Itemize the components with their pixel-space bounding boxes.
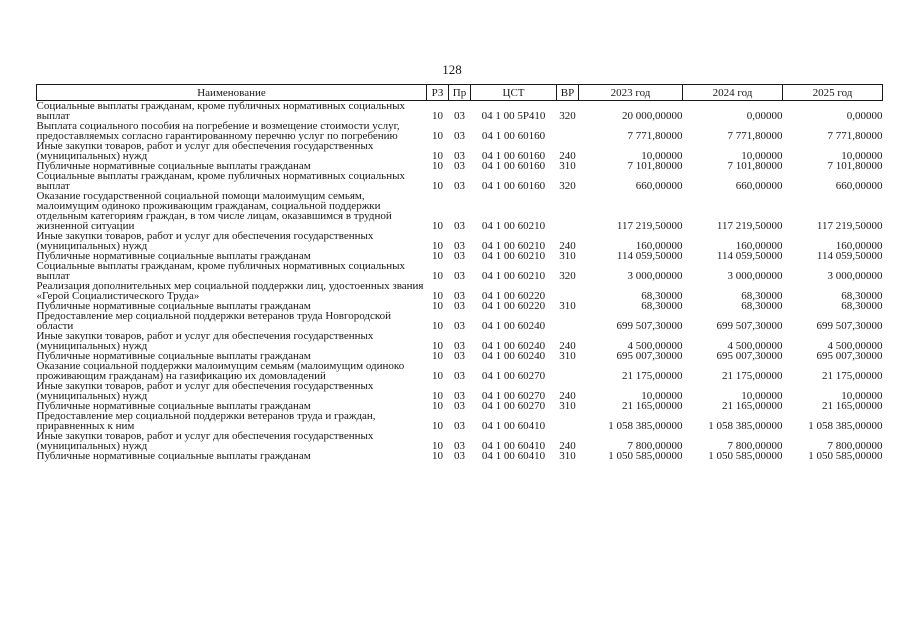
row-pr-cell: 03 <box>454 450 465 462</box>
table-row <box>37 121 883 141</box>
row-2023-value: 7 771,80000 <box>627 130 683 142</box>
row-2024-value: 3 000,00000 <box>727 270 783 282</box>
table-header-row <box>37 85 883 101</box>
row-pr-cell: 03 <box>454 240 465 252</box>
row-vr-cell <box>557 411 579 431</box>
row-name-cell: Оказание социальной поддержки малоимущим семьям (малоимущим одиноко проживающим гражданам) на газификацию их домовладений <box>36 360 405 382</box>
row-2024-value: 21 165,00000 <box>722 400 783 412</box>
row-2025-value: 7 771,80000 <box>827 130 883 142</box>
row-vr-cell: 310 <box>559 400 576 412</box>
table-row <box>37 361 883 381</box>
row-cst-cell: 04 1 00 60240 <box>481 350 546 362</box>
table-row <box>37 141 883 161</box>
row-2024-value: 10,00000 <box>741 390 783 402</box>
row-cst-cell: 04 1 00 60160 <box>481 130 546 142</box>
table-row <box>37 431 883 451</box>
row-name-cell: Предоставление мер социальной поддержки ветеранов труда и граждан, приравненных к ним <box>36 410 376 432</box>
row-vr-cell <box>557 191 579 231</box>
row-pr-cell: 03 <box>454 420 465 432</box>
header-cst: ЦСТ <box>471 85 557 101</box>
row-pr-cell: 03 <box>454 130 465 142</box>
row-2023-value: 68,30000 <box>641 290 683 302</box>
row-cst-cell: 04 1 00 60410 <box>481 420 546 432</box>
header-2023: 2023 год <box>579 85 683 101</box>
row-name-cell: Иные закупки товаров, работ и услуг для обеспечения государственных (муниципальных) нужд <box>36 230 374 252</box>
row-vr-cell <box>557 311 579 331</box>
row-pr-cell: 03 <box>454 250 465 262</box>
row-2025-value: 699 507,30000 <box>816 320 883 332</box>
row-2023-value: 21 175,00000 <box>622 370 683 382</box>
table-body <box>37 101 883 462</box>
row-pr-cell: 03 <box>454 300 465 312</box>
row-vr-cell: 320 <box>559 270 576 282</box>
row-cst-cell: 04 1 00 60160 <box>481 160 546 172</box>
row-2024-value: 699 507,30000 <box>716 320 783 332</box>
row-rz-cell: 10 <box>432 240 443 252</box>
row-cst-cell: 04 1 00 60210 <box>481 220 546 232</box>
row-2024-value: 7 771,80000 <box>727 130 783 142</box>
row-2025-value: 117 219,50000 <box>816 220 883 232</box>
row-name-cell: Иные закупки товаров, работ и услуг для обеспечения государственных (муниципальных) нужд <box>36 430 374 452</box>
row-name-cell: Иные закупки товаров, работ и услуг для обеспечения государственных (муниципальных) нужд <box>36 330 374 352</box>
row-pr-cell: 03 <box>454 160 465 172</box>
row-pr-cell: 03 <box>454 370 465 382</box>
row-rz-cell: 10 <box>432 450 443 462</box>
row-vr-cell: 240 <box>559 340 576 352</box>
budget-table <box>36 84 883 461</box>
row-pr-cell: 03 <box>454 340 465 352</box>
table-row <box>37 101 883 122</box>
row-rz-cell: 10 <box>432 290 443 302</box>
row-name-cell: Публичные нормативные социальные выплаты гражданам <box>36 160 311 172</box>
header-name: Наименование <box>37 85 427 101</box>
row-vr-cell: 240 <box>559 440 576 452</box>
row-2024-value: 10,00000 <box>741 150 783 162</box>
row-2024-value: 160,00000 <box>735 240 783 252</box>
row-2025-value: 7 101,80000 <box>827 160 883 172</box>
row-2025-value: 1 058 385,00000 <box>808 420 883 432</box>
row-2024-value: 7 800,00000 <box>727 440 783 452</box>
row-2023-value: 117 219,50000 <box>616 220 683 232</box>
row-cst-cell: 04 1 00 60220 <box>481 290 546 302</box>
row-2024-value: 1 058 385,00000 <box>708 420 783 432</box>
row-name-cell: Иные закупки товаров, работ и услуг для обеспечения государственных (муниципальных) нужд <box>36 140 374 162</box>
row-pr-cell: 03 <box>454 320 465 332</box>
row-2024-value: 4 500,00000 <box>727 340 783 352</box>
row-vr-cell: 240 <box>559 240 576 252</box>
row-cst-cell: 04 1 00 60410 <box>481 450 546 462</box>
row-2023-value: 10,00000 <box>641 150 683 162</box>
row-rz-cell: 10 <box>432 370 443 382</box>
row-2025-value: 660,00000 <box>835 180 883 192</box>
row-2024-value: 0,00000 <box>746 110 783 122</box>
row-cst-cell: 04 1 00 60210 <box>481 270 546 282</box>
table-row <box>37 231 883 251</box>
header-vr: ВР <box>557 85 579 101</box>
row-rz-cell: 10 <box>432 300 443 312</box>
header-pr: Пр <box>449 85 471 101</box>
table-row <box>37 261 883 281</box>
header-2025: 2025 год <box>783 85 883 101</box>
row-2025-value: 695 007,30000 <box>816 350 883 362</box>
row-name-cell: Иные закупки товаров, работ и услуг для обеспечения государственных (муниципальных) нужд <box>36 380 374 402</box>
table-row <box>37 171 883 191</box>
row-2023-value: 160,00000 <box>635 240 683 252</box>
row-vr-cell: 320 <box>559 110 576 122</box>
row-2023-value: 68,30000 <box>641 300 683 312</box>
row-2024-value: 660,00000 <box>735 180 783 192</box>
row-2023-value: 4 500,00000 <box>627 340 683 352</box>
row-cst-cell: 04 1 00 60410 <box>481 440 546 452</box>
row-name-cell: Предоставление мер социальной поддержки ветеранов труда Новгородской области <box>36 310 392 332</box>
table-row <box>37 451 883 461</box>
row-rz-cell: 10 <box>432 110 443 122</box>
page-number: 128 <box>442 62 462 77</box>
row-2025-value: 7 800,00000 <box>827 440 883 452</box>
row-2025-value: 160,00000 <box>835 240 883 252</box>
row-rz-cell: 10 <box>432 160 443 172</box>
row-2023-value: 21 165,00000 <box>622 400 683 412</box>
row-pr-cell: 03 <box>454 290 465 302</box>
table-row <box>37 191 883 231</box>
row-cst-cell: 04 1 00 60240 <box>481 320 546 332</box>
row-2023-value: 7 800,00000 <box>627 440 683 452</box>
row-vr-cell: 320 <box>559 180 576 192</box>
row-rz-cell: 10 <box>432 250 443 262</box>
row-2024-value: 7 101,80000 <box>727 160 783 172</box>
header-2024: 2024 год <box>683 85 783 101</box>
row-2025-value: 1 050 585,00000 <box>808 450 883 462</box>
row-cst-cell: 04 1 00 60270 <box>481 370 546 382</box>
row-2025-value: 10,00000 <box>841 150 883 162</box>
row-2023-value: 699 507,30000 <box>616 320 683 332</box>
row-2023-value: 3 000,00000 <box>627 270 683 282</box>
row-name-cell: Социальные выплаты гражданам, кроме публичных нормативных социальных выплат <box>36 170 405 192</box>
row-2024-value: 117 219,50000 <box>716 220 783 232</box>
row-2023-value: 20 000,00000 <box>622 110 683 122</box>
row-vr-cell <box>557 121 579 141</box>
row-2024-value: 1 050 585,00000 <box>708 450 783 462</box>
row-pr-cell: 03 <box>454 350 465 362</box>
row-2023-value: 7 101,80000 <box>627 160 683 172</box>
row-pr-cell: 03 <box>454 400 465 412</box>
row-2025-value: 4 500,00000 <box>827 340 883 352</box>
row-vr-cell <box>557 281 579 301</box>
row-2025-value: 10,00000 <box>841 390 883 402</box>
row-vr-cell <box>557 361 579 381</box>
row-pr-cell: 03 <box>454 110 465 122</box>
table-row <box>37 281 883 301</box>
row-rz-cell: 10 <box>432 180 443 192</box>
table-row <box>37 331 883 351</box>
row-2024-value: 21 175,00000 <box>722 370 783 382</box>
row-2023-value: 1 050 585,00000 <box>608 450 683 462</box>
row-pr-cell: 03 <box>454 150 465 162</box>
row-rz-cell: 10 <box>432 340 443 352</box>
row-name-cell: Социальные выплаты гражданам, кроме публичных нормативных социальных выплат <box>36 260 405 282</box>
row-name-cell: Реализация дополнительных мер социальной поддержки лиц, удостоенных звания «Герой Социалистического Труда» <box>36 280 424 302</box>
row-cst-cell: 04 1 00 60210 <box>481 250 546 262</box>
row-2024-value: 114 059,50000 <box>716 250 783 262</box>
table-row <box>37 311 883 331</box>
row-pr-cell: 03 <box>454 270 465 282</box>
row-cst-cell: 04 1 00 60220 <box>481 300 546 312</box>
row-2023-value: 114 059,50000 <box>616 250 683 262</box>
header-rz: РЗ <box>427 85 449 101</box>
row-2025-value: 68,30000 <box>841 290 883 302</box>
row-name-cell: Публичные нормативные социальные выплаты гражданам <box>36 250 311 262</box>
table-row <box>37 381 883 401</box>
row-name-cell: Публичные нормативные социальные выплаты гражданам <box>36 300 311 312</box>
row-rz-cell: 10 <box>432 220 443 232</box>
row-vr-cell: 310 <box>559 350 576 362</box>
row-2023-value: 1 058 385,00000 <box>608 420 683 432</box>
row-pr-cell: 03 <box>454 220 465 232</box>
row-rz-cell: 10 <box>432 320 443 332</box>
row-2025-value: 114 059,50000 <box>816 250 883 262</box>
row-2023-value: 10,00000 <box>641 390 683 402</box>
row-rz-cell: 10 <box>432 440 443 452</box>
row-2024-value: 695 007,30000 <box>716 350 783 362</box>
row-cst-cell: 04 1 00 5Р410 <box>481 110 546 122</box>
row-cst-cell: 04 1 00 60210 <box>481 240 546 252</box>
row-pr-cell: 03 <box>454 390 465 402</box>
row-2025-value: 68,30000 <box>841 300 883 312</box>
row-name-cell: Выплата социального пособия на погребение и возмещение стоимости услуг, предоставляемых согласно гарантированному перечню услуг по погребению <box>36 120 400 142</box>
row-cst-cell: 04 1 00 60270 <box>481 390 546 402</box>
row-cst-cell: 04 1 00 60160 <box>481 150 546 162</box>
row-name-cell: Социальные выплаты гражданам, кроме публичных нормативных социальных выплат <box>36 100 405 122</box>
row-rz-cell: 10 <box>432 420 443 432</box>
row-2025-value: 21 175,00000 <box>822 370 883 382</box>
row-rz-cell: 10 <box>432 270 443 282</box>
row-vr-cell: 240 <box>559 390 576 402</box>
row-cst-cell: 04 1 00 60240 <box>481 340 546 352</box>
row-rz-cell: 10 <box>432 400 443 412</box>
row-name-cell: Публичные нормативные социальные выплаты гражданам <box>36 450 311 462</box>
row-rz-cell: 10 <box>432 130 443 142</box>
row-2025-value: 3 000,00000 <box>827 270 883 282</box>
row-vr-cell: 310 <box>559 450 576 462</box>
row-name-cell: Оказание государственной социальной помощи малоимущим семьям, малоимущим одиноко проживающим гражданам, социальной поддержки отдельным категориям граждан, в том числе лицам, оказавшимся в трудной жизненной ситуации <box>36 190 392 232</box>
row-name-cell: Публичные нормативные социальные выплаты гражданам <box>36 350 311 362</box>
row-2023-value: 695 007,30000 <box>616 350 683 362</box>
table-row <box>37 411 883 431</box>
row-name-cell: Публичные нормативные социальные выплаты гражданам <box>36 400 311 412</box>
row-2025-value: 21 165,00000 <box>822 400 883 412</box>
row-pr-cell: 03 <box>454 440 465 452</box>
row-2023-value: 660,00000 <box>635 180 683 192</box>
row-rz-cell: 10 <box>432 390 443 402</box>
row-rz-cell: 10 <box>432 150 443 162</box>
row-2024-value: 68,30000 <box>741 300 783 312</box>
row-cst-cell: 04 1 00 60160 <box>481 180 546 192</box>
row-2024-value: 68,30000 <box>741 290 783 302</box>
row-vr-cell: 310 <box>559 160 576 172</box>
row-vr-cell: 240 <box>559 150 576 162</box>
row-pr-cell: 03 <box>454 180 465 192</box>
row-vr-cell: 310 <box>559 250 576 262</box>
row-cst-cell: 04 1 00 60270 <box>481 400 546 412</box>
row-rz-cell: 10 <box>432 350 443 362</box>
row-vr-cell: 310 <box>559 300 576 312</box>
row-2025-value: 0,00000 <box>846 110 883 122</box>
